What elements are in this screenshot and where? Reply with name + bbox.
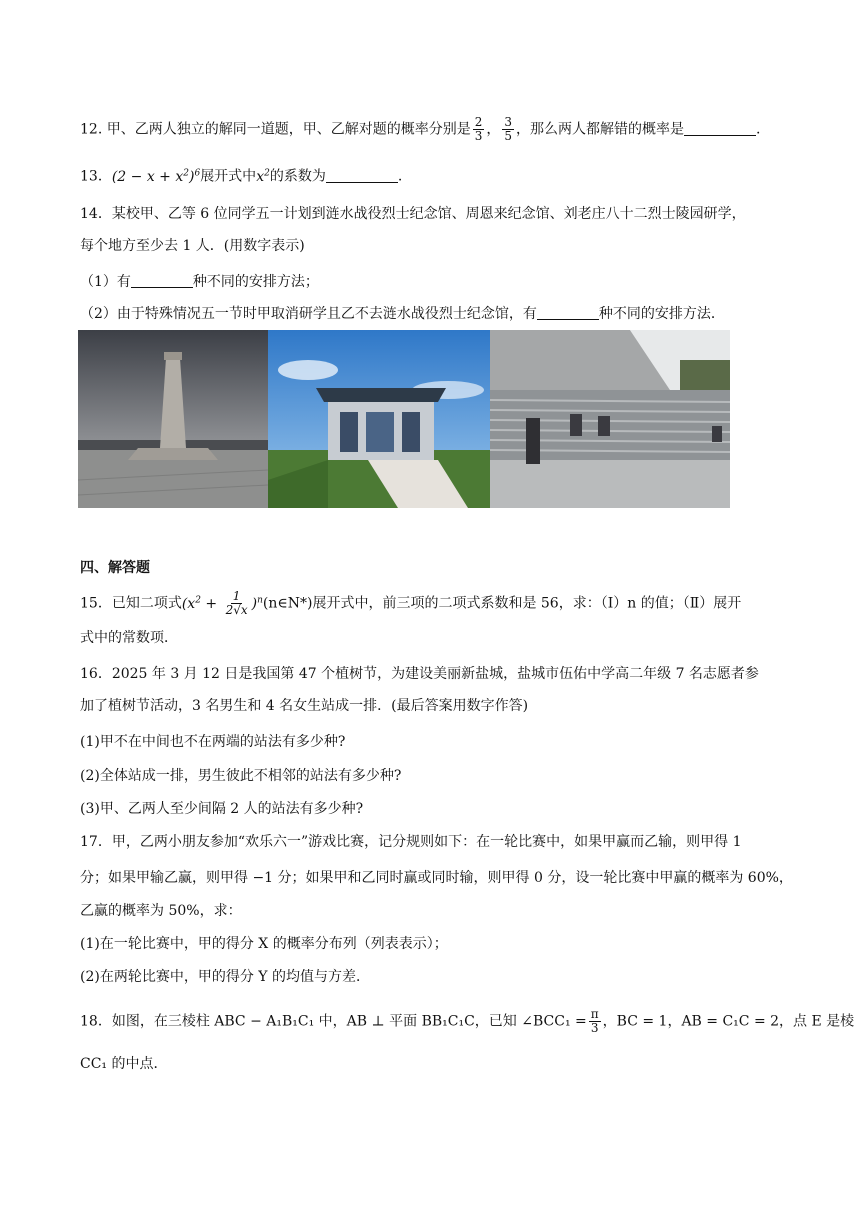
q18-line-2: CC₁ 的中点． [80, 1056, 168, 1072]
question-15: 15．已知二项式($x^2$ + $\frac{1}{2√x}$ )$^n$(n∈N*)展开式中，前三项的二项式系数和是 56，求：（Ⅰ）n 的值；（Ⅱ）展开 [80, 589, 742, 618]
q16-subquestion-2: (2)全体站成一排，男生彼此不相邻的站法有多少种? [80, 768, 402, 784]
fraction-two-thirds: $\frac{2}{3}$ [474, 115, 483, 143]
q12-end: . [756, 121, 761, 138]
q15-line-2: 式中的常数项． [80, 630, 178, 646]
q17-line-2: 分；如果甲输乙赢，则甲得 −1 分；如果甲和乙同时赢或同时输，则甲得 0 分，设一轮比赛中甲赢的概率为 60%， [80, 870, 793, 886]
question-18: 18．如图，在三棱柱 ABC − A₁B₁C₁ 中，AB ⊥ 平面 BB₁C₁C，已知 ∠BCC₁ = $\frac{\pi}{3}$ ，BC = 1，AB = C₁C = 2，点 E 是棱 [80, 1007, 855, 1035]
section-heading: 四、解答题 [80, 560, 150, 576]
q12-text-b: ，那么两人都解错的概率是 [516, 121, 684, 138]
q13-variable: $x^2$ [256, 168, 270, 185]
q12-comma: ， [486, 121, 501, 138]
answer-blank [684, 121, 756, 136]
q14-subquestion-2: （2）由于特殊情况五一节时甲取消研学且乙不去涟水战役烈士纪念馆，有 种不同的安排方法． [80, 306, 725, 322]
memorial-tower-photo [78, 330, 268, 508]
q14-line-2: 每个地方至少去 1 人．(用数字表示) [80, 238, 305, 254]
q14-line-1: 14．某校甲、乙等 6 位同学五一计划到涟水战役烈士纪念馆、周恩来纪念馆、刘老庄八十二烈士陵园研学， [80, 206, 746, 222]
fraction-pi-thirds: $\frac{\pi}{3}$ [590, 1007, 599, 1035]
q13-number: 13． [80, 168, 112, 185]
q15-condition: (n∈N*) [262, 595, 313, 612]
q17-subquestion-1: (1)在一轮比赛中，甲的得分 X 的概率分布列（列表表示）； [80, 936, 448, 952]
q17-line-3: 乙赢的概率为 50%，求： [80, 903, 242, 919]
answer-blank [131, 273, 193, 288]
q14-subquestion-1: （1）有 种不同的安排方法； [80, 274, 319, 290]
q12-text-a: 12. 甲、乙两人独立的解同一道题，甲、乙解对题的概率分别是 [80, 121, 471, 138]
q13-expression: $(2 - x + x^2)^6$ [111, 168, 201, 185]
q13-text-a: 展开式中 [200, 168, 257, 185]
answer-blank [537, 305, 599, 320]
q13-text-b: 的系数为 [269, 168, 326, 185]
q16-line-1: 16．2025 年 3 月 12 日是我国第 47 个植树节，为建设美丽新盐城，盐城市伍佑中学高二年级 7 名志愿者参 [80, 666, 759, 682]
answer-blank [326, 168, 398, 183]
q16-line-2: 加了植树节活动，3 名男生和 4 名女生站成一排．(最后答案用数字作答) [80, 698, 529, 714]
q17-subquestion-2: (2)在两轮比赛中，甲的得分 Y 的均值与方差． [80, 969, 370, 985]
memorial-hall-photo [268, 330, 490, 508]
question-12 [80, 116, 760, 143]
question-13 [80, 163, 402, 187]
memorial-steps-photo [490, 330, 730, 508]
q15-binomial: ($x^2$ + $\frac{1}{2√x}$ )$^n$ [181, 589, 263, 618]
q17-line-1: 17．甲，乙两小朋友参加“欢乐六一”游戏比赛，记分规则如下：在一轮比赛中，如果甲赢而乙输，则甲得 1 [80, 834, 742, 850]
q16-subquestion-1: (1)甲不在中间也不在两端的站法有多少种? [80, 734, 346, 750]
fraction-three-fifths: $\frac{3}{5}$ [504, 115, 512, 143]
q13-end: . [397, 168, 403, 185]
q16-subquestion-3: (3)甲、乙两人至少间隔 2 人的站法有多少种? [80, 801, 364, 817]
